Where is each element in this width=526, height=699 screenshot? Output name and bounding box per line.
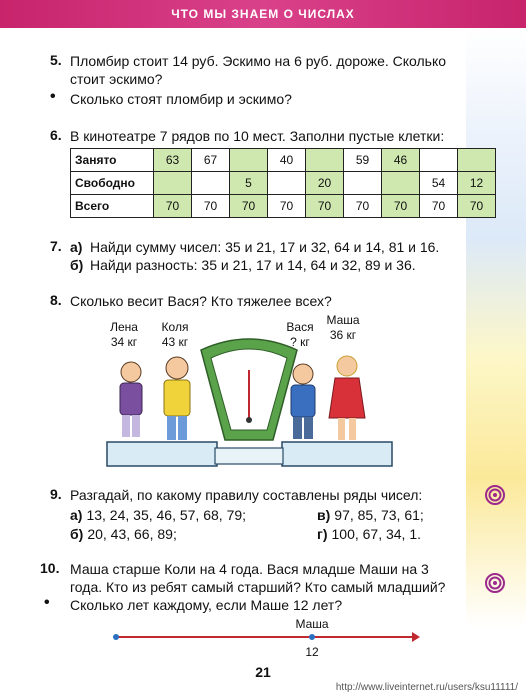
series-b: б) 20, 43, 66, 89;	[70, 526, 177, 542]
series-g: г) 100, 67, 34, 1.	[317, 526, 422, 542]
table-cell: 70	[344, 195, 382, 218]
spiral-icon	[484, 484, 506, 506]
side-color-band	[466, 28, 526, 628]
kid-kolya	[164, 357, 190, 440]
kid-label-masha: Маша 36 кг	[326, 313, 360, 342]
table-cell: 70	[154, 195, 192, 218]
kid-label-kolya: Коля 43 кг	[161, 320, 189, 349]
table-cell: 70	[230, 195, 268, 218]
origin-point	[113, 634, 119, 640]
task-5-line-1: Пломбир стоит 14 руб. Эскимо на 6 руб. дороже. Сколько	[70, 53, 447, 69]
task-9-text: Разгадай, по какому правилу составлены ряды чисел:	[70, 487, 423, 503]
table-cell: 70	[192, 195, 230, 218]
table-cell: 70	[458, 195, 496, 218]
task-5-number: 5.	[50, 52, 62, 68]
number-line	[110, 630, 420, 644]
row-label: Свободно	[71, 172, 154, 195]
watermark-url: http://www.liveinternet.ru/users/ksu11111/	[335, 682, 518, 693]
kid-label-lena: Лена 34 кг	[110, 320, 138, 349]
task-5-line-2: стоит эскимо?	[70, 71, 163, 87]
table-cell: 70	[420, 195, 458, 218]
scale-base	[215, 448, 283, 464]
left-platform	[107, 442, 217, 466]
table-cell[interactable]: 5	[230, 172, 268, 195]
right-platform	[282, 442, 392, 466]
table-cell[interactable]	[344, 172, 382, 195]
task-7-number: 7.	[50, 238, 62, 254]
task-7-b-label: б)	[70, 257, 84, 273]
table-cell: 70	[268, 195, 306, 218]
kid-vasya	[291, 364, 315, 439]
kid-masha	[329, 356, 365, 440]
table-cell[interactable]: 63	[154, 149, 192, 172]
table-cell[interactable]: 59	[344, 149, 382, 172]
kid-label-vasya: Вася ? кг	[286, 320, 314, 349]
table-row	[71, 172, 496, 195]
table-cell[interactable]	[230, 149, 268, 172]
kid-lena	[120, 362, 142, 437]
task-7-a-label: а)	[70, 239, 83, 255]
table-cell[interactable]	[154, 172, 192, 195]
task-9-number: 9.	[50, 486, 62, 502]
task-10-number: 10.	[40, 560, 60, 576]
table-cell[interactable]	[306, 149, 344, 172]
series-a: а) 13, 24, 35, 46, 57, 68, 79;	[70, 507, 247, 523]
task-10-line-2: года. Кто из ребят самый старший? Кто самый младший?	[70, 579, 446, 595]
table-row	[71, 149, 496, 172]
task-5-bullet: •	[50, 88, 56, 105]
task-8-text: Сколько весит Вася? Кто тяжелее всех?	[70, 293, 332, 309]
task-6-number: 6.	[50, 127, 62, 143]
series-v: в) 97, 85, 73, 61;	[317, 507, 424, 523]
table-cell[interactable]	[420, 149, 458, 172]
task-6-text: В кинотеатре 7 рядов по 10 мест. Заполни пустые клетки:	[70, 128, 445, 144]
task-8-number: 8.	[50, 292, 62, 308]
axis-label-masha: Маша	[295, 617, 329, 631]
arrow-right-icon	[412, 632, 420, 642]
table-cell[interactable]: 20	[306, 172, 344, 195]
table-cell[interactable]	[458, 149, 496, 172]
table-cell: 70	[382, 195, 420, 218]
table-cell[interactable]	[268, 172, 306, 195]
table-cell[interactable]: 40	[268, 149, 306, 172]
table-row	[71, 195, 496, 218]
page-number: 21	[255, 664, 271, 680]
masha-point	[309, 634, 315, 640]
scales-illustration	[97, 330, 479, 470]
scale-needle-pivot	[246, 417, 252, 423]
row-label: Всего	[71, 195, 154, 218]
task-10-line-1: Маша старше Коли на 4 года. Вася младше Маши на 3	[70, 561, 429, 577]
task-10-bullet: •	[44, 594, 50, 611]
cinema-seats-table	[70, 148, 496, 218]
page-title: ЧТО МЫ ЗНАЕМ О ЧИСЛАХ	[171, 7, 355, 21]
task-10-line-3: Сколько лет каждому, если Маше 12 лет?	[70, 597, 343, 613]
task-5-line-3: Сколько стоят пломбир и эскимо?	[70, 91, 292, 107]
header-banner	[0, 0, 526, 28]
table-cell[interactable]	[192, 172, 230, 195]
table-cell[interactable]: 67	[192, 149, 230, 172]
axis-value-masha: 12	[305, 645, 319, 659]
table-cell[interactable]: 46	[382, 149, 420, 172]
task-7-a-text: Найди сумму чисел: 35 и 21, 17 и 32, 64 и 14, 81 и 16.	[90, 239, 440, 255]
table-cell[interactable]	[382, 172, 420, 195]
task-7-b-text: Найди разность: 35 и 21, 17 и 14, 64 и 32, 89 и 36.	[90, 257, 416, 273]
table-cell[interactable]: 12	[458, 172, 496, 195]
table-cell[interactable]: 54	[420, 172, 458, 195]
row-label: Занято	[71, 149, 154, 172]
spiral-icon	[484, 572, 506, 594]
table-cell: 70	[306, 195, 344, 218]
